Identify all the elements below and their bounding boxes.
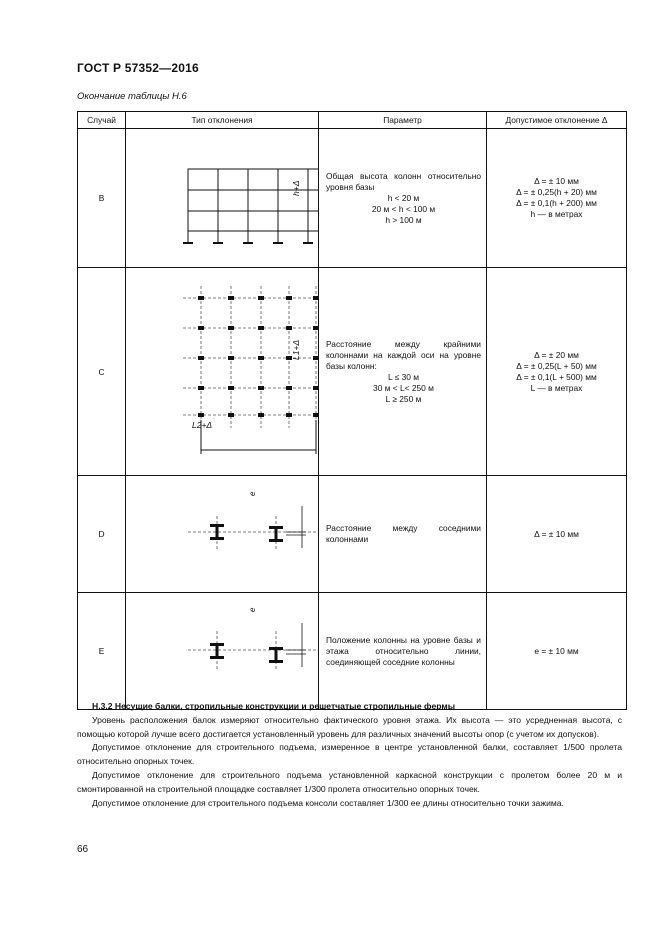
table-row [78,268,627,476]
label-l2-delta: L2+Δ [192,420,213,430]
parameter-cell [319,268,487,476]
section-body [77,700,622,810]
tolerance: Δ = ± 20 мм [534,349,579,360]
condition: L ≤ 30 м [388,371,419,382]
table-header-row [78,112,627,129]
col-header-tolerance: Допустимое отклонение Δ [487,112,627,129]
table-caption: Окончание таблицы Н.6 [77,91,187,102]
parameter-text: Расстояние между крайними колоннами на каждой оси на уровне базы колонн: [326,338,481,371]
column-alignment-figure [126,593,319,710]
parameter-text: Положение колонны на уровне базы и этажа относительно линии, соединяющей соседние колонны [326,634,481,667]
paragraph: Допустимое отклонение для строительного подъема консоли составляет 1/300 ее длины относительно точки зажима. [92,797,564,808]
column-grid-figure [126,268,319,476]
case-label: D [78,476,126,593]
parameter-cell [319,129,487,268]
paragraph: Уровень расположения балок измеряют относительно фактического уровня этажа. Их высота — это усредненная высота, с помощью которой лучше всего достигается установленный уровень для различных значений высоты опор (с учетом их допусков). [77,714,622,739]
col-header-parameter: Параметр [319,112,487,129]
tolerance: Δ = ± 0,25(L + 50) мм [516,360,597,371]
condition: h > 100 м [385,214,422,225]
parameter-text: Общая высота колонн относительно уровня базы [326,170,481,192]
paragraph: Допустимое отклонение для строительного подъема, измеренное в центре установленной балки, составляет 1/500 пролета относительно опорных точек. [77,742,622,767]
tolerance-cell [487,268,627,476]
case-label: E [78,593,126,710]
tolerance: L — в метрах [530,382,583,393]
case-label: C [78,268,126,476]
col-header-type: Тип отклонения [126,112,319,129]
frame-height-figure [126,129,319,268]
tolerance: Δ = ± 0,1(L + 500) мм [516,371,597,382]
tolerance: e = ± 10 мм [534,645,579,656]
tolerance-cell [487,593,627,710]
table-row [78,129,627,268]
parameter-text: Расстояние между соседними колоннами [326,523,481,544]
deviation-table [77,111,627,710]
col-header-case: Случай [78,112,126,129]
page-number: 66 [77,844,89,855]
label-l1-delta: L1+Δ [291,339,301,360]
label-e-e: e [248,607,257,612]
paragraph: Допустимое отклонение для строительного подъема установленной каркасной конструкции с пролетом более 20 м и смонтированной на строительной площадке составляет 1/300 пролета относительно опорных точек. [77,769,622,794]
label-e-d: e [248,491,257,496]
condition: 20 м < h < 100 м [371,203,436,214]
condition: 30 м < L< 250 м [373,382,434,393]
label-h-delta: h+Δ [291,180,301,196]
standard-number: ГОСТ Р 57352—2016 [77,61,199,75]
tolerance: Δ = ± 0,25(h + 20) мм [516,187,597,197]
tolerance-cell [487,476,627,593]
parameter-cell [319,593,487,710]
adjacent-columns-figure [126,476,319,593]
section-heading: Н.3.2 Несущие балки, стропильные конструкции и решетчатые стропильные фермы [92,701,456,711]
tolerance: Δ = ± 0,1(h + 200) мм [516,198,597,208]
tolerance: h — в метрах [530,209,583,219]
parameter-cell [319,476,487,593]
tolerance-cell [487,129,627,268]
tolerance: Δ = ± 10 мм [534,528,579,539]
case-label: B [78,129,126,268]
tolerance: Δ = ± 10 мм [534,176,579,186]
condition: L ≥ 250 м [385,393,422,404]
table-row [78,593,627,710]
condition: h < 20 м [387,192,420,203]
table-row [78,476,627,593]
